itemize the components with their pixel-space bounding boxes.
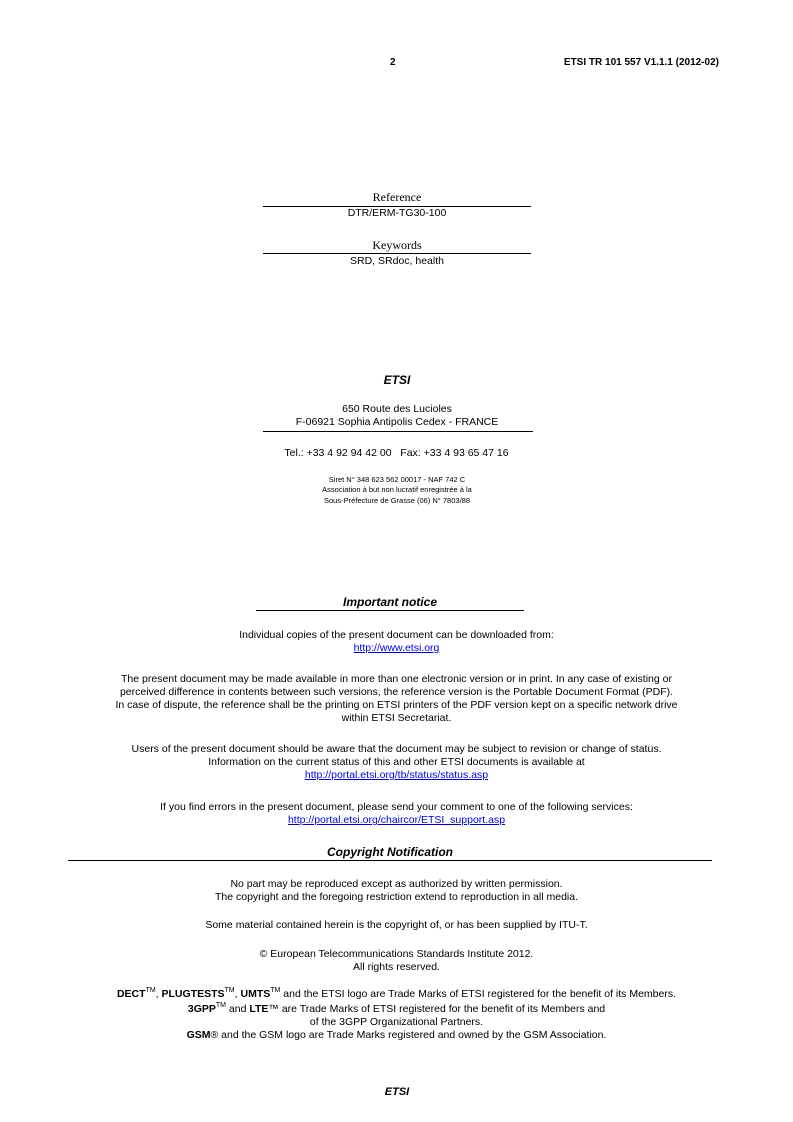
etsi-title: ETSI [383, 373, 411, 387]
copyright-line-1: No part may be reproduced except as authorized by written permission. [230, 878, 563, 890]
notice-p1-line-1: The present document may be made available in more than one electronic version or in print. In any case of existing or [121, 673, 672, 685]
copyright-line-3: Some material contained herein is the copyright of, or has been supplied by ITU-T. [205, 919, 588, 931]
notice-p1-line-3: In case of dispute, the reference shall be the printing on ETSI printers of the PDF version kept on a specific network drive [115, 699, 678, 711]
trademark-line-3: of the 3GPP Organizational Partners. [309, 1016, 484, 1028]
notice-p1-line-4: within ETSI Secretariat. [341, 712, 452, 724]
support-link-wrap [40, 814, 753, 827]
tm-sup: TM [145, 987, 156, 994]
notice-p1-line-2: perceived difference in contents between such versions, the reference version is the Portable Document Format (PDF). [119, 686, 674, 698]
important-notice-title: Important notice [342, 595, 437, 609]
keywords-label: Keywords [372, 238, 422, 252]
siret-line-1: Siret N° 348 623 562 00017 - NAF 742 C [328, 475, 466, 484]
download-link[interactable]: http://www.etsi.org [353, 642, 440, 654]
address-rule [263, 431, 533, 432]
address-line-2: F-06921 Sophia Antipolis Cedex - FRANCE [295, 416, 499, 428]
tm-sup: TM [215, 1002, 226, 1009]
support-link[interactable]: http://portal.etsi.org/chaircor/ETSI_support.asp [287, 814, 506, 826]
document-id: ETSI TR 101 557 V1.1.1 (2012-02) [563, 57, 719, 68]
and-word: and [225, 1003, 250, 1015]
copyright-rule [68, 860, 712, 861]
comma-sep: , [234, 988, 241, 1000]
copyright-line-4: © European Telecommunications Standards Institute 2012. [259, 948, 534, 960]
tm-sup: TM [270, 987, 281, 994]
notice-p3-line-1: If you find errors in the present document, please send your comment to one of the following services: [160, 801, 633, 813]
address-line-1: 650 Route des Lucioles [342, 403, 452, 415]
important-notice-rule [256, 610, 524, 611]
status-link-wrap [40, 769, 753, 782]
copyright-line-5: All rights reserved. [353, 961, 440, 973]
footer-etsi: ETSI [384, 1086, 410, 1098]
reference-label: Reference [372, 190, 422, 204]
gsm-mark: GSM [186, 1029, 211, 1041]
copyright-line-2: The copyright and the foregoing restriction extend to reproduction in all media. [214, 891, 579, 903]
dect-mark: DECT [116, 988, 146, 1000]
notice-p2-line-1: Users of the present document should be aware that the document may be subject to revision or change of status. [131, 743, 662, 755]
3gpp-mark: 3GPP [187, 1003, 216, 1015]
tm-sup: TM [224, 987, 235, 994]
comma-sep: , [155, 988, 162, 1000]
keywords-rule [263, 253, 531, 254]
plugtests-mark: PLUGTESTS [161, 988, 225, 1000]
tel-fax: Tel.: +33 4 92 94 42 00 Fax: +33 4 93 65 47 16 [284, 447, 509, 459]
lte-mark: LTE [249, 1003, 269, 1015]
notice-p2-line-2: Information on the current status of this and other ETSI documents is available at [208, 756, 585, 768]
umts-mark: UMTS [240, 988, 271, 1000]
trademark-line-1 [40, 988, 753, 1001]
page-number: 2 [390, 57, 396, 68]
trademark-line-2 [40, 1003, 753, 1016]
trademark-line-2-text: ™ are Trade Marks of ETSI registered for the benefit of its Members and [268, 1003, 606, 1015]
download-text: Individual copies of the present document can be downloaded from: [239, 629, 554, 641]
trademark-line-1-text: and the ETSI logo are Trade Marks of ETSI registered for the benefit of its Members. [280, 988, 677, 1000]
trademark-line-4-text: ® and the GSM logo are Trade Marks registered and owned by the GSM Association. [210, 1029, 607, 1041]
copyright-title: Copyright Notification [327, 845, 453, 859]
reference-value: DTR/ERM-TG30-100 [347, 207, 447, 219]
trademark-line-4 [40, 1029, 753, 1042]
keywords-value: SRD, SRdoc, health [350, 255, 444, 267]
download-link-wrap [60, 642, 733, 655]
siret-line-3: Sous-Préfecture de Grasse (06) N° 7803/88 [324, 496, 470, 505]
status-link[interactable]: http://portal.etsi.org/tb/status/status.asp [304, 769, 489, 781]
siret-line-2: Association à but non lucratif enregistrée à la [322, 485, 472, 494]
